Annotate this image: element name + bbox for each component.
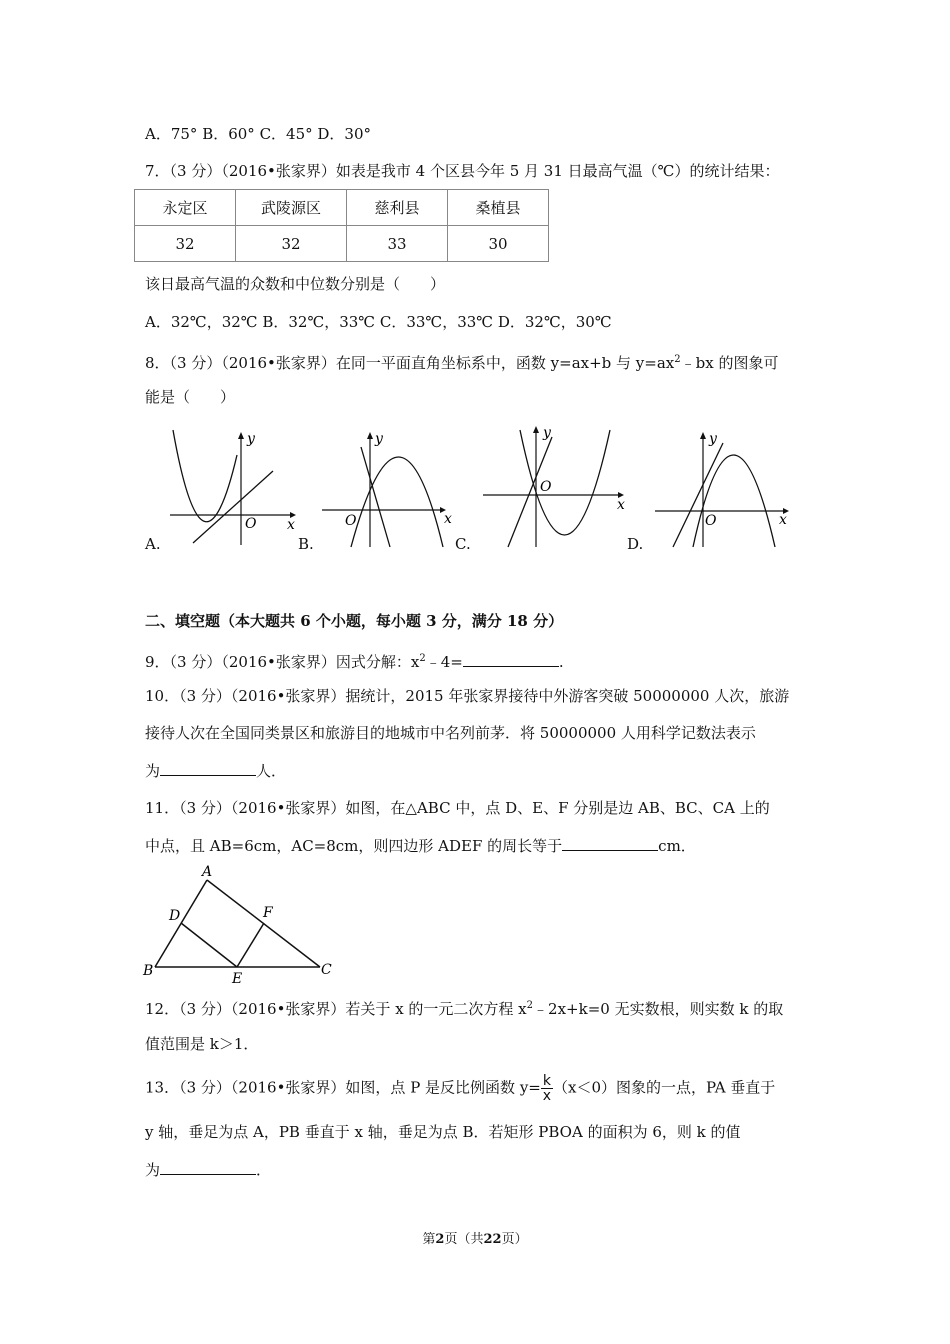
point-b-label: B <box>143 963 154 979</box>
q9 <box>145 649 564 672</box>
x-label: x <box>444 511 452 527</box>
point-e-label: E <box>232 971 243 985</box>
y-axis-arrow <box>533 426 539 433</box>
q9-part1: 9．（3 分）（2016•张家界）因式分解：x <box>145 653 420 671</box>
current-page: 2 <box>435 1232 445 1247</box>
y-axis-arrow <box>700 432 706 439</box>
graph-d <box>653 425 798 550</box>
table-header-cell: 桑植县 <box>448 190 549 226</box>
q13-line1 <box>145 1074 775 1103</box>
graph-a-svg <box>165 425 300 550</box>
q7-stem: 7．（3 分）（2016•张家界）如表是我市 4 个区县今年 5 月 31 日最高气温（℃）的统计结果： <box>145 162 780 180</box>
point-c-label: C <box>321 962 332 978</box>
table-cell: 32 <box>236 226 347 262</box>
q12-part1: 12．（3 分）（2016•张家界）若关于 x 的一元二次方程 x <box>145 1000 527 1018</box>
q8-stem-part2: ﹣bx 的图象可 <box>680 354 779 372</box>
q9-answer-blank[interactable] <box>463 651 559 667</box>
y-label: y <box>247 431 255 447</box>
option-label-b: B. <box>298 535 314 553</box>
table-cell: 33 <box>347 226 448 262</box>
point-d-label: D <box>169 908 181 924</box>
page-footer <box>0 1228 950 1247</box>
q13-line3-start: 为 <box>145 1161 161 1179</box>
q13-answer-blank[interactable] <box>160 1159 256 1175</box>
q9-exponent: 2 <box>419 653 426 664</box>
origin-label: O <box>540 479 552 495</box>
x-label: x <box>287 517 295 533</box>
fraction-numerator: k <box>542 1073 551 1089</box>
q11-line1: 11．（3 分）（2016•张家界）如图，在△ABC 中，点 D、E、F 分别是边 AB、BC、CA 上的 <box>145 799 770 817</box>
q9-end: . <box>558 653 564 671</box>
graph-a <box>165 425 300 550</box>
q8-stem-line2: 能是（ ） <box>145 388 236 406</box>
triangle-svg <box>140 860 340 985</box>
q6-options: A．75° B．60° C．45° D．30° <box>145 125 372 143</box>
graph-b-svg <box>318 425 458 550</box>
point-a-label: A <box>202 864 213 880</box>
k-over-x-fraction <box>541 1074 553 1103</box>
y-axis-arrow <box>367 432 373 439</box>
q11-answer-blank[interactable] <box>562 835 658 851</box>
q8-stem <box>145 350 778 373</box>
footer-prefix: 第 <box>422 1232 436 1247</box>
q13-line1-start: 13．（3 分）（2016•张家界）如图，点 P 是反比例函数 y= <box>145 1078 541 1097</box>
table-header-cell: 永定区 <box>135 190 236 226</box>
y-label: y <box>709 431 717 447</box>
x-label: x <box>617 497 625 513</box>
parabola <box>351 457 443 547</box>
q7-options: A．32℃，32℃ B．32℃，33℃ C．33℃，33℃ D．32℃，30℃ <box>145 313 612 331</box>
q11-line2-start: 中点，且 AB=6cm，AC=8cm，则四边形 ADEF 的周长等于 <box>145 837 563 855</box>
footer-middle: 页（共 <box>444 1232 484 1247</box>
q12-line1 <box>145 996 783 1019</box>
q11-line2 <box>145 835 696 856</box>
graph-d-svg <box>653 425 798 550</box>
triangle-figure <box>140 860 340 989</box>
option-label-a: A. <box>145 535 161 553</box>
table-cell: 30 <box>448 226 549 262</box>
q13-line2: y 轴，垂足为点 A，PB 垂直于 x 轴，垂足为点 B．若矩形 PBOA 的面积为 6，则 k 的值 <box>145 1123 741 1141</box>
q10-line2: 接待人次在全国同类景区和旅游目的地城市中名列前茅．将 50000000 人用科学记数法表示 <box>145 724 756 742</box>
table-cell: 32 <box>135 226 236 262</box>
q13-line3-end: ． <box>256 1161 272 1179</box>
q10-answer-blank[interactable] <box>160 760 256 776</box>
origin-label: O <box>345 513 357 529</box>
y-label: y <box>543 425 551 441</box>
option-label-d: D. <box>627 535 644 553</box>
q12-line2: 值范围是 k＞1． <box>145 1035 259 1053</box>
table-header-cell: 慈利县 <box>347 190 448 226</box>
parabola <box>693 455 775 547</box>
graph-b <box>318 425 458 550</box>
q9-part2: ﹣4= <box>425 653 463 671</box>
parabola <box>173 430 237 522</box>
y-label: y <box>375 431 383 447</box>
q7-question: 该日最高气温的众数和中位数分别是（ ） <box>145 275 446 293</box>
line-graph <box>193 471 273 543</box>
temperature-table <box>134 189 549 262</box>
q8-exponent: 2 <box>674 354 681 365</box>
origin-label: O <box>245 516 257 532</box>
y-axis-arrow <box>238 432 244 439</box>
q10-line3-end: 人． <box>256 762 287 780</box>
line-graph <box>361 447 390 547</box>
q10-line3 <box>145 760 286 781</box>
table-row <box>135 226 549 262</box>
table-header-cell: 武陵源区 <box>236 190 347 226</box>
x-label: x <box>779 512 787 528</box>
section2-title: 二、填空题（本大题共 6 个小题，每小题 3 分，满分 18 分） <box>145 612 564 630</box>
line-graph <box>673 443 723 547</box>
origin-label: O <box>705 513 717 529</box>
footer-suffix: 页） <box>501 1232 528 1247</box>
total-pages: 22 <box>483 1232 502 1247</box>
table-header-row <box>135 190 549 226</box>
q13-line1-end: （x＜0）图象的一点，PA 垂直于 <box>552 1078 776 1097</box>
q12-part2: ﹣2x+k=0 无实数根，则实数 k 的取 <box>533 1000 784 1018</box>
q10-line3-start: 为 <box>145 762 161 780</box>
graph-c <box>480 425 630 550</box>
graph-c-svg <box>480 425 630 550</box>
q13-line3 <box>145 1159 271 1180</box>
point-f-label: F <box>263 905 273 921</box>
q10-line1: 10．（3 分）（2016•张家界）据统计，2015 年张家界接待中外游客突破 50000000 人次，旅游 <box>145 687 790 705</box>
q8-stem-part1: 8．（3 分）（2016•张家界）在同一平面直角坐标系中，函数 y=ax+b 与 y=ax <box>145 354 675 372</box>
segment-de <box>181 923 237 967</box>
q11-line2-end: cm． <box>658 837 696 855</box>
option-label-c: C. <box>455 535 471 553</box>
segment-ef <box>237 923 264 967</box>
fraction-denominator: x <box>542 1088 552 1104</box>
q12-exponent: 2 <box>526 1000 534 1011</box>
